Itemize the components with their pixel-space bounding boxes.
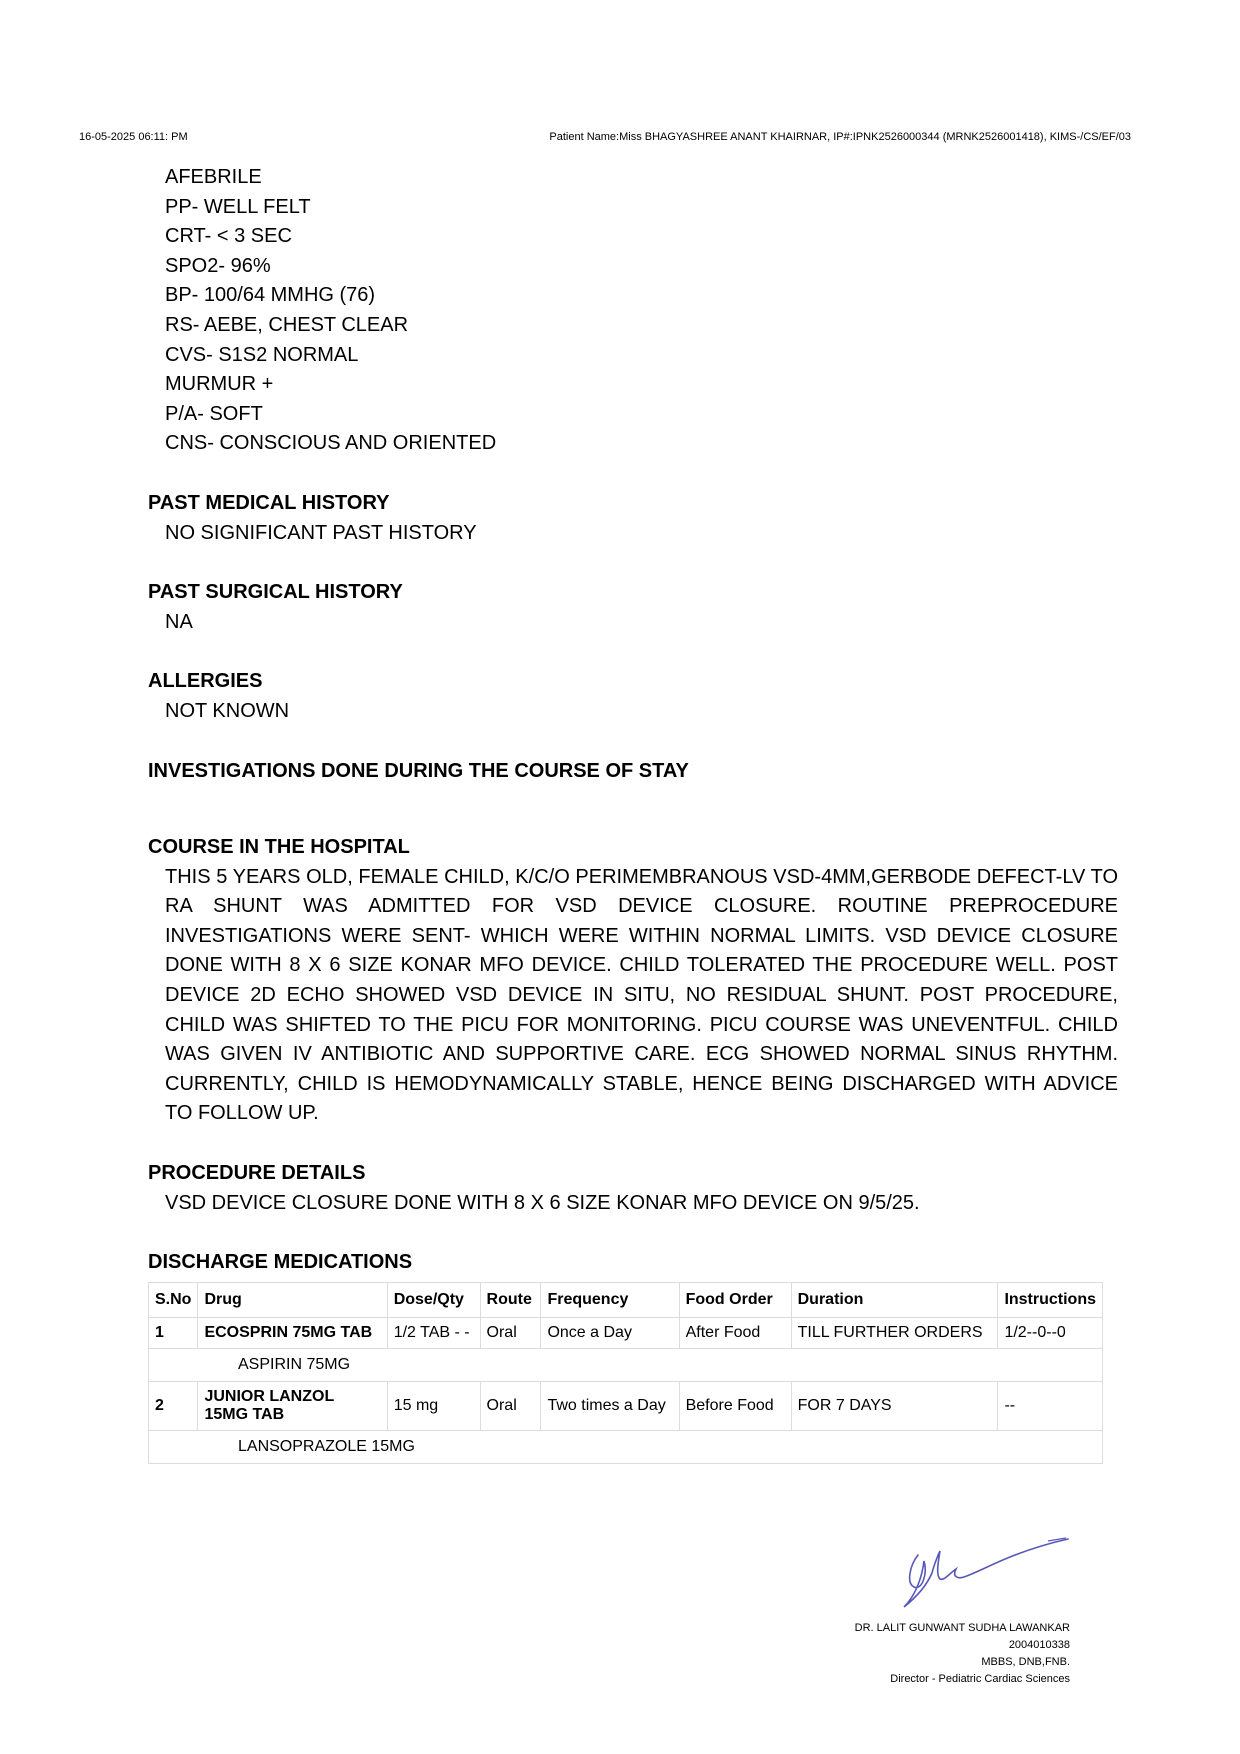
finding-line: SPO2- 96% (165, 254, 271, 277)
allergies-heading: ALLERGIES (148, 670, 263, 693)
patient-info-header: Patient Name:Miss BHAGYASHREE ANANT KHAIRNAR, IP#:IPNK2526000344 (MRNK2526001418), KIMS-/CS/EF/03 (549, 131, 1131, 143)
cell-sno: 1 (149, 1317, 198, 1348)
procedure-text: VSD DEVICE CLOSURE DONE WITH 8 X 6 SIZE KONAR MFO DEVICE ON 9/5/25. (165, 1191, 920, 1214)
column-header: Frequency (541, 1282, 679, 1317)
cell-instructions: -- (998, 1381, 1103, 1430)
column-header: Dose/Qty (387, 1282, 480, 1317)
table-row-generic (149, 1430, 1103, 1463)
column-header: Duration (791, 1282, 998, 1317)
course-text: THIS 5 YEARS OLD, FEMALE CHILD, K/C/O PERIMEMBRANOUS VSD-4MM,GERBODE DEFECT-LV TO RA SHUNT WAS ADMITTED FOR VSD DEVICE CLOSURE. ROUTINE PREPROCEDURE INVESTIGATIONS WERE SENT- WHICH WERE WITHIN NORMAL LIMITS. VSD DEVICE CLOSURE DONE WITH 8 X 6 SIZE KONAR MFO DEVICE. CHILD TOLERATED THE PROCEDURE WELL. POST DEVICE 2D ECHO SHOWED VSD DEVICE IN SITU, NO RESIDUAL SHUNT. POST PROCEDURE, CHILD WAS SHIFTED TO THE PICU FOR MONITORING. PICU COURSE WAS UNEVENTFUL. CHILD WAS GIVEN IV ANTIBIOTIC AND SUPPORTIVE CARE. ECG SHOWED NORMAL SINUS RHYTHM. CURRENTLY, CHILD IS HEMODYNAMICALLY STABLE, HENCE BEING DISCHARGED WITH ADVICE TO FOLLOW UP. (165, 865, 1118, 1125)
doctor-designation: Director - Pediatric Cardiac Sciences (890, 1673, 1070, 1685)
cell-route: Oral (480, 1317, 541, 1348)
table-row-generic (149, 1348, 1103, 1381)
doctor-signature-block (855, 1620, 1070, 1688)
table-header-row (149, 1282, 1103, 1317)
exam-findings (148, 163, 1122, 459)
past-surgical-text: NA (165, 610, 193, 633)
allergies-text: NOT KNOWN (165, 699, 290, 722)
cell-generic-name: LANSOPRAZOLE 15MG (149, 1430, 1103, 1463)
finding-line: CVS- S1S2 NORMAL (165, 343, 359, 366)
table-row (149, 1381, 1103, 1430)
table-row (149, 1317, 1103, 1348)
column-header: Drug (198, 1282, 387, 1317)
cell-dose: 15 mg (387, 1381, 480, 1430)
cell-frequency: Once a Day (541, 1317, 679, 1348)
cell-instructions: 1/2--0--0 (998, 1317, 1103, 1348)
doctor-signature (880, 1525, 1080, 1615)
finding-line: CRT- < 3 SEC (165, 225, 292, 248)
finding-line: PP- WELL FELT (165, 195, 311, 218)
cell-duration: TILL FURTHER ORDERS (791, 1317, 998, 1348)
procedure-heading: PROCEDURE DETAILS (148, 1162, 366, 1185)
doctor-reg-no: 2004010338 (1008, 1639, 1070, 1651)
finding-line: AFEBRILE (165, 166, 262, 188)
medications-table (148, 1282, 1103, 1464)
discharge-summary-body (148, 163, 1122, 1464)
finding-line: RS- AEBE, CHEST CLEAR (165, 313, 409, 336)
finding-line: P/A- SOFT (165, 402, 263, 425)
cell-drug: ECOSPRIN 75MG TAB (198, 1317, 387, 1348)
cell-route: Oral (480, 1381, 541, 1430)
past-medical-text: NO SIGNIFICANT PAST HISTORY (165, 521, 477, 544)
finding-line: CNS- CONSCIOUS AND ORIENTED (165, 432, 497, 455)
cell-dose: 1/2 TAB - - (387, 1317, 480, 1348)
past-medical-heading: PAST MEDICAL HISTORY (148, 491, 390, 514)
cell-drug: JUNIOR LANZOL 15MG TAB (198, 1381, 387, 1430)
cell-frequency: Two times a Day (541, 1381, 679, 1430)
column-header: Instructions (998, 1282, 1103, 1317)
course-heading: COURSE IN THE HOSPITAL (148, 836, 410, 859)
cell-sno: 2 (149, 1381, 198, 1430)
print-datetime: 16-05-2025 06:11: PM (79, 131, 188, 143)
column-header: Route (480, 1282, 541, 1317)
cell-food-order: Before Food (679, 1381, 791, 1430)
medications-heading: DISCHARGE MEDICATIONS (148, 1251, 413, 1274)
column-header: S.No (149, 1282, 198, 1317)
doctor-qualification: MBBS, DNB,FNB. (981, 1656, 1070, 1668)
past-surgical-heading: PAST SURGICAL HISTORY (148, 581, 403, 604)
investigations-heading: INVESTIGATIONS DONE DURING THE COURSE OF STAY (148, 759, 689, 782)
cell-generic-name: ASPIRIN 75MG (149, 1348, 1103, 1381)
cell-duration: FOR 7 DAYS (791, 1381, 998, 1430)
doctor-name: DR. LALIT GUNWANT SUDHA LAWANKAR (854, 1622, 1070, 1634)
cell-food-order: After Food (679, 1317, 791, 1348)
finding-line: BP- 100/64 MMHG (76) (165, 284, 376, 307)
column-header: Food Order (679, 1282, 791, 1317)
finding-line: MURMUR + (165, 373, 274, 396)
